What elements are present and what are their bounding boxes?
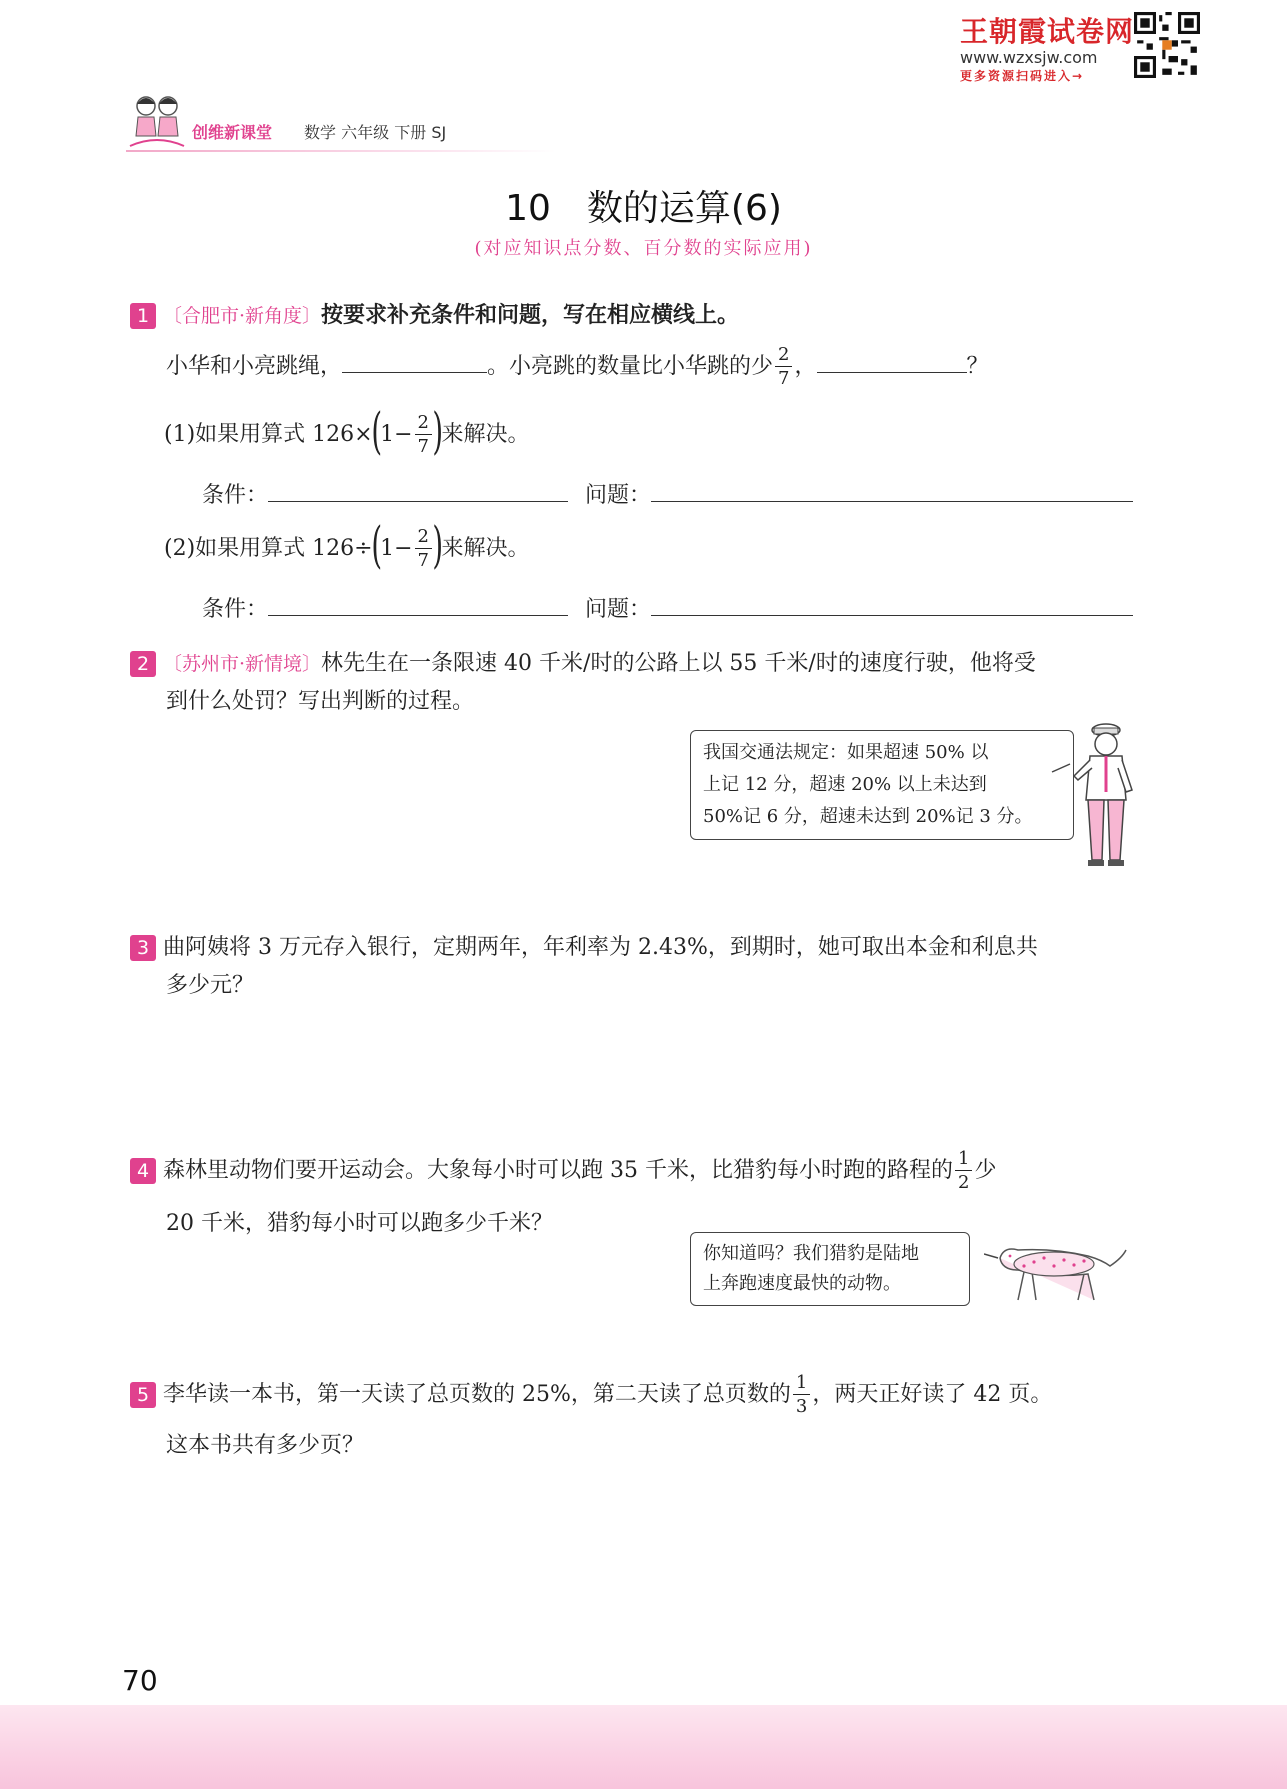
q5-heading: [130, 1374, 1052, 1416]
q1-sub1-frac-num: 2: [415, 414, 432, 435]
page-number: 70: [122, 1664, 158, 1697]
q5-number-badge: 5: [130, 1382, 156, 1408]
q1-sub1-question-field[interactable]: [651, 479, 1133, 502]
q1-sub1-frac-den: 7: [417, 436, 429, 457]
q5-line1-end: ，两天正好读了 42 页。: [812, 1382, 1053, 1407]
traffic-rule-bubble: [690, 730, 1074, 840]
q1-stem-b: 。小亮跳的数量比小华跳的少: [487, 354, 774, 379]
qr-code-icon[interactable]: [1134, 12, 1200, 78]
q3-heading: [130, 930, 1038, 961]
q1-sub2-cond-label: 条件：: [202, 597, 269, 622]
q1-sub2-one-minus: 1−: [380, 536, 413, 561]
q1-sub2-fraction: [415, 528, 432, 570]
q1-sub2-frac-num: 2: [415, 528, 432, 549]
q1-sub1-pre: (1)如果用算式 126×: [164, 422, 373, 447]
q1-frac-num: 2: [775, 346, 792, 367]
subject: 数学: [304, 123, 337, 142]
q5-frac-den: 3: [795, 1396, 808, 1417]
q1-sub2-answers: [202, 592, 1133, 623]
q4-bubble-line2: 上奔跑速度最快的动物。: [703, 1273, 901, 1294]
q2-bubble-line1: 我国交通法规定：如果超速 50% 以: [703, 742, 989, 763]
brand-block: [960, 10, 1134, 84]
q1-source-tag: 〔合肥市·新角度〕: [163, 305, 322, 327]
paren-right: ): [432, 516, 444, 574]
brand-name: 王朝霞试卷网: [960, 15, 1135, 48]
q2-number-badge: 2: [130, 651, 156, 677]
edition: SJ: [431, 123, 447, 142]
series-name: 创维新课堂: [192, 123, 273, 142]
q1-sub1-ques-label: 问题：: [585, 483, 652, 508]
q4-number-badge: 4: [130, 1158, 156, 1184]
q4-fraction: [955, 1150, 972, 1192]
q1-question-blank[interactable]: [817, 350, 967, 373]
q4-frac-den: 2: [957, 1172, 970, 1193]
paren-left: (: [370, 402, 382, 460]
q5-frac-num: 1: [793, 1374, 810, 1395]
q1-stem-c: ，: [794, 354, 817, 379]
q4-frac-num: 1: [955, 1150, 972, 1171]
q1-heading: [130, 298, 739, 329]
q2-source-tag: 〔苏州市·新情境〕: [163, 653, 322, 675]
children-mascot-icon: [126, 90, 188, 152]
brand-url[interactable]: www.wzxsjw.com: [960, 48, 1098, 67]
q4-heading: [130, 1150, 996, 1192]
q1-sub1-condition-field[interactable]: [268, 479, 568, 502]
q1-sub1-fraction: [415, 414, 432, 456]
lesson-title: 10 数的运算(6): [505, 188, 782, 229]
q2-bubble-line2: 上记 12 分，超速 20% 以上未达到: [703, 774, 987, 795]
q1-sub2-pre: (2)如果用算式 126÷: [164, 536, 373, 561]
q2-line2: 到什么处罚？写出判断的过程。: [166, 689, 475, 714]
cheetah-fact-bubble: [690, 1232, 970, 1306]
q3-number-badge: 3: [130, 935, 156, 961]
paren-left: (: [370, 516, 382, 574]
q1-sub2-post: 来解决。: [441, 536, 530, 561]
volume: 下册: [394, 123, 427, 142]
q1-sub2-condition-field[interactable]: [268, 593, 568, 616]
q5-fraction: [793, 1374, 810, 1416]
q2-line1: 林先生在一条限速 40 千米/时的公路上以 55 千米/时的速度行驶，他将受: [321, 651, 1036, 676]
q1-stem-end: ？: [966, 354, 989, 379]
q1-prompt: 按要求补充条件和问题，写在相应横线上。: [321, 303, 740, 328]
q1-sub2: [164, 516, 530, 574]
header-divider: [126, 150, 556, 152]
q1-sub1-cond-label: 条件：: [202, 483, 269, 508]
q3-line2: 多少元？: [166, 973, 255, 998]
q1-number-badge: 1: [130, 303, 156, 329]
q4-bubble-line1: 你知道吗？我们猎豹是陆地: [703, 1243, 919, 1264]
q4-line1: 森林里动物们要开运动会。大象每小时可以跑 35 千米，比猎豹每小时跑的路程的: [163, 1158, 953, 1183]
q1-condition-blank[interactable]: [342, 350, 487, 373]
traffic-officer-icon: [1048, 720, 1138, 870]
q1-stem-a: 小华和小亮跳绳，: [166, 354, 343, 379]
q2-heading: [130, 646, 1036, 677]
q5-line1: 李华读一本书，第一天读了总页数的 25%，第二天读了总页数的: [163, 1382, 791, 1407]
q1-sub1-answers: [202, 478, 1133, 509]
q1-sub1: [164, 402, 530, 460]
q3-line1: 曲阿姨将 3 万元存入银行，定期两年，年利率为 2.43%，到期时，她可取出本金和利息共: [163, 935, 1038, 960]
q5-line2: 这本书共有多少页？: [166, 1433, 365, 1458]
q4-line2: 20 千米，猎豹每小时可以跑多少千米？: [166, 1211, 553, 1236]
cheetah-icon: [984, 1236, 1130, 1306]
q1-frac-den: 7: [778, 368, 790, 389]
q4-line1-end: 少: [974, 1158, 997, 1183]
q1-stem: [166, 346, 989, 388]
q1-sub1-post: 来解决。: [441, 422, 530, 447]
q1-fraction: [775, 346, 792, 388]
paren-right: ): [432, 402, 444, 460]
footer-band: [0, 1705, 1287, 1789]
q1-sub1-one-minus: 1−: [380, 422, 413, 447]
q1-sub2-frac-den: 7: [417, 550, 429, 571]
book-info: [304, 120, 446, 143]
q1-sub2-ques-label: 问题：: [585, 597, 652, 622]
brand-more: 更多资源扫码进入→: [960, 69, 1085, 83]
lesson-subtitle: (对应知识点分数、百分数的实际应用): [474, 238, 813, 259]
grade: 六年级: [341, 123, 390, 142]
q1-sub2-question-field[interactable]: [651, 593, 1133, 616]
q2-bubble-line3: 50%记 6 分，超速未达到 20%记 3 分。: [703, 806, 1033, 827]
